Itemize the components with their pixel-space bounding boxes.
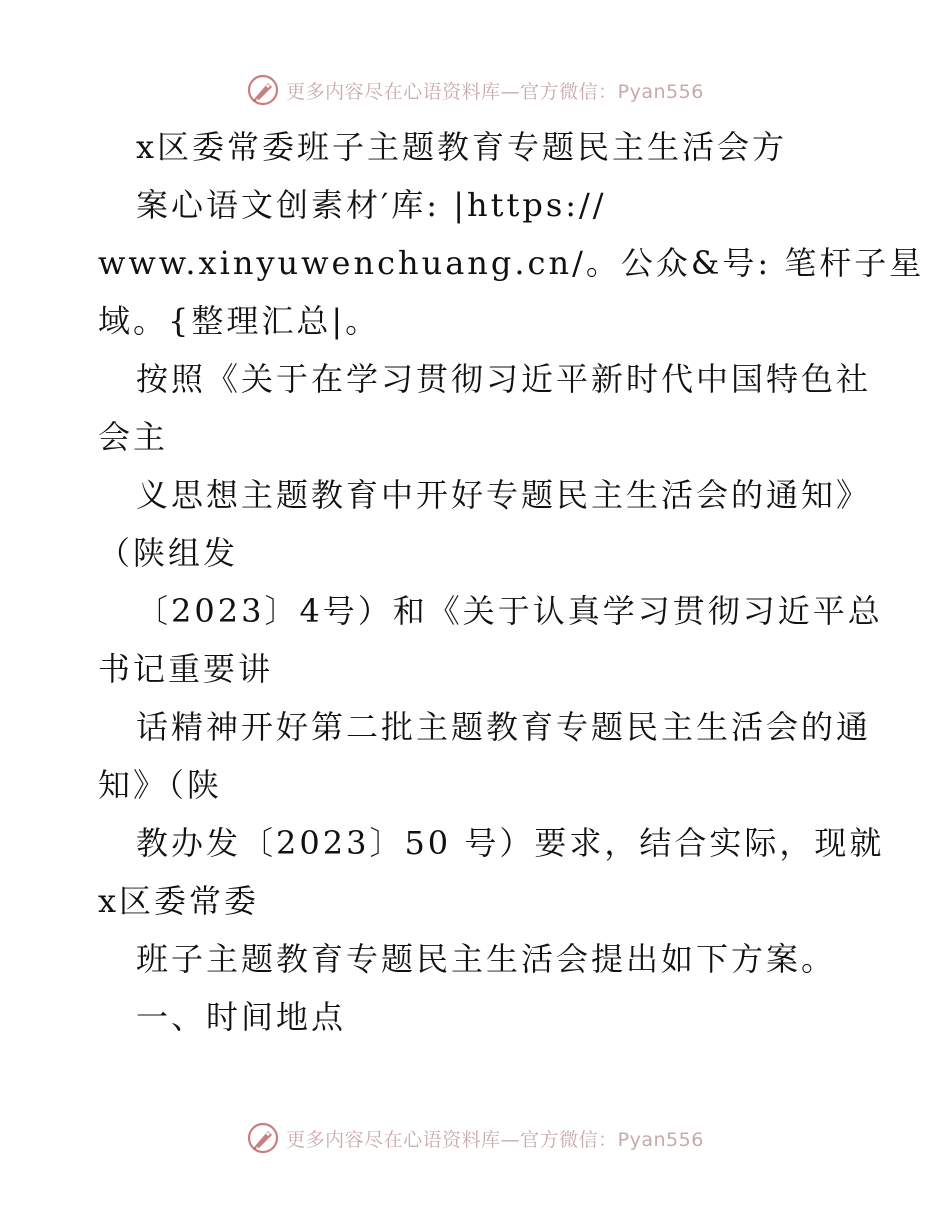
paragraph-line: x区委常委 — [98, 882, 260, 920]
document-title-line-3: www.xinyuwenchuang.cn/。公众&号: 笔杆子星 — [98, 244, 925, 282]
paragraph-line: 按照《关于在学习贯彻习近平新时代中国特色社 — [136, 360, 872, 398]
document-title-line-4: 域。{整理汇总|。 — [98, 302, 381, 340]
watermark-text: 更多内容尽在心语资料库—官方微信：Pyan556 — [286, 1128, 704, 1151]
paragraph-line: 教办发〔2023〕50 号）要求，结合实际，现就 — [136, 824, 885, 862]
paragraph-line: （陕组发 — [98, 534, 239, 572]
document-title-line-2: 案心语文创素材′库: |https:// — [136, 186, 607, 224]
section-heading: 一、时间地点 — [136, 998, 347, 1036]
paragraph-line: 会主 — [98, 418, 169, 456]
paragraph-line: 书记重要讲 — [98, 650, 274, 688]
paragraph-line: 话精神开好第二批主题教育专题民主生活会的通 — [136, 708, 872, 746]
paragraph-line: 班子主题教育专题民主生活会提出如下方案。 — [136, 940, 837, 978]
paragraph-line: 知》（陕 — [98, 766, 223, 804]
pen-nib-logo-icon — [246, 1121, 280, 1155]
watermark-text: 更多内容尽在心语资料库—官方微信：Pyan556 — [286, 80, 704, 103]
footer-watermark — [0, 1118, 950, 1158]
paragraph-line: 义思想主题教育中开好专题民主生活会的通知》 — [136, 476, 872, 514]
paragraph-line: 〔2023〕4号）和《关于认真学习贯彻习近平总 — [136, 592, 883, 630]
document-title-line-1: x区委常委班子主题教育专题民主生活会方 — [136, 128, 788, 166]
